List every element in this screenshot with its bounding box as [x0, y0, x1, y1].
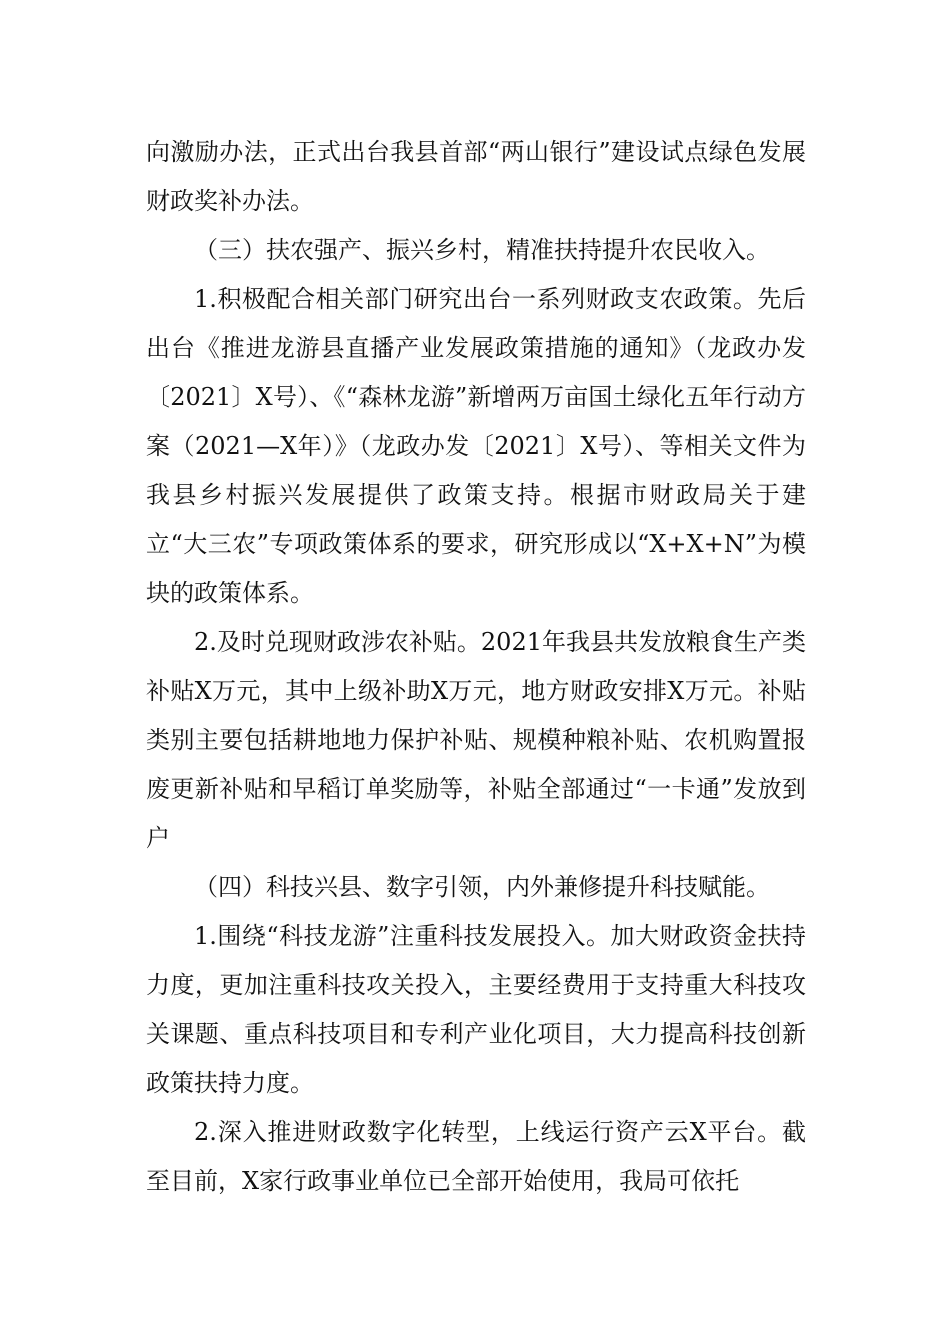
document-body: [146, 128, 806, 1206]
section-heading-3: （三）扶农强产、振兴乡村，精准扶持提升农民收入。: [194, 236, 770, 264]
paragraph-continuation: 向激励办法，正式出台我县首部“两山银行”建设试点绿色发展财政奖补办法。: [146, 138, 806, 215]
section-heading-4: （四）科技兴县、数字引领，内外兼修提升科技赋能。: [194, 873, 770, 901]
paragraph-4-1: 1.围绕“科技龙游”注重科技发展投入。加大财政资金扶持力度，更加注重科技攻关投入，主要经费用于支持重大科技攻关课题、重点科技项目和专利产业化项目，大力提高科技创新政策扶持力度。: [146, 922, 806, 1097]
paragraph-4-2: 2.深入推进财政数字化转型，上线运行资产云X平台。截至目前，X家行政事业单位已全部开始使用，我局可依托: [146, 1118, 806, 1195]
paragraph-3-2: 2.及时兑现财政涉农补贴。2021年我县共发放粮食生产类补贴X万元，其中上级补助X万元，地方财政安排X万元。补贴类别主要包括耕地地力保护补贴、规模种粮补贴、农机购置报废更新补贴和早稻订单奖励等，补贴全部通过“一卡通”发放到户: [146, 628, 806, 852]
paragraph-3-1: 1.积极配合相关部门研究出台一系列财政支农政策。先后出台《推进龙游县直播产业发展政策措施的通知》（龙政办发〔2021〕X号）、《“森林龙游”新增两万亩国土绿化五年行动方案（2021—X年）》（龙政办发〔2021〕X号）、等相关文件为我县乡村振兴发展提供了政策支持。根据市财政局关于建立“大三农”专项政策体系的要求，研究形成以“X+X+N”为模块的政策体系。: [146, 285, 806, 607]
